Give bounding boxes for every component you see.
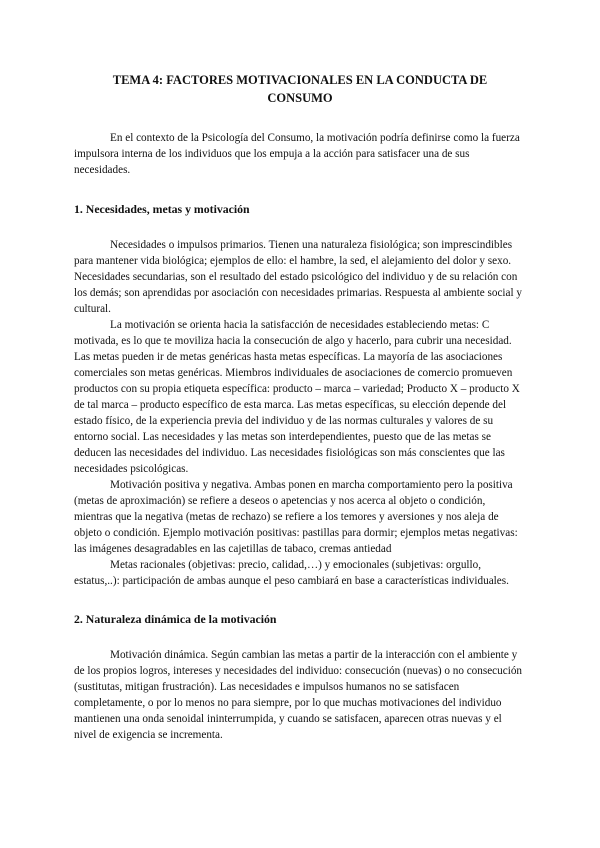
section-1-paragraph-3: Motivación positiva y negativa. Ambas ponen en marcha comportamiento pero la positiva (metas de aproximación) se refiere a deseos o apetencias y nos acerca al objeto o condición, mientras que la negativa (metas de rechazo) se refiere a los temores y aversiones y nos aleja de objeto o condición. Ejemplo motivación positivas: pastillas para dormir; ejemplos metas negativas: las imágenes desagradables en las cajetillas de tabaco, cremas antiedad <box>74 479 518 555</box>
section-1-heading: 1. Necesidades, metas y motivación <box>74 202 250 216</box>
document-title: TEMA 4: FACTORES MOTIVACIONALES EN LA CONDUCTA DE CONSUMO <box>112 73 488 105</box>
section-1-paragraph-4: Metas racionales (objetivas: precio, calidad,…) y emocionales (subjetivas: orgullo, estatus,..): participación de ambas aunque el peso cambiará en base a características individuales. <box>74 559 509 587</box>
section-1-paragraph-1: Necesidades o impulsos primarios. Tienen una naturaleza fisiológica; son imprescindibles para mantener vida biológica; ejemplos de ello: el hambre, la sed, el alejamiento del dolor y sexo. Necesidades secundarias, son el resultado del estado psicológico del individuo y de su relación con los demás; son aprendidas por asociación con necesidades primarias. Respuesta al ambiente social y cultural. <box>74 239 522 315</box>
section-1-paragraph-2: La motivación se orienta hacia la satisfacción de necesidades estableciendo metas: C motivada, es lo que te moviliza hacia la consecución de algo y hacerlo, para cubrir una necesidad. Las metas pueden ir de metas genéricas hasta metas específicas. La mayoría de las asociaciones comerciales son metas genéricas. Miembros individuales de asociaciones de comercio promueven productos con su propia etiqueta específica: producto – marca – variedad; Producto X – producto X de tal marca – producto específico de esta marca. Las metas específicas, su elección depende del estado físico, de la experiencia previa del individuo y de las normas culturales y valores de su entorno social. Las necesidades y las metas son interdependientes, puesto que de las metas se deducen las necesidades del individuo. Las necesidades fisiológicas son más conscientes que las necesidades psicológicas. <box>74 319 520 475</box>
section-2-paragraph-1: Motivación dinámica. Según cambian las metas a partir de la interacción con el ambiente y de los propios logros, intereses y necesidades del individuo: consecución (nuevas) o no consecución (sustitutas, mitigan frustración). Las necesidades e impulsos humanos no se satisfacen completamente, o por lo menos no para siempre, por lo que muchas motivaciones del individuo mantienen una onda senoidal ininterrumpida, y cuando se satisfacen, aparecen otras nuevas y el nivel de exigencia se incrementa. <box>74 649 523 741</box>
intro-paragraph: En el contexto de la Psicología del Consumo, la motivación podría definirse como la fuerza impulsora interna de los individuos que los empuja a la acción para satisfacer una de sus necesidades. <box>74 132 520 176</box>
document-page <box>74 71 526 743</box>
section-2-heading: 2. Naturaleza dinámica de la motivación <box>74 612 277 626</box>
